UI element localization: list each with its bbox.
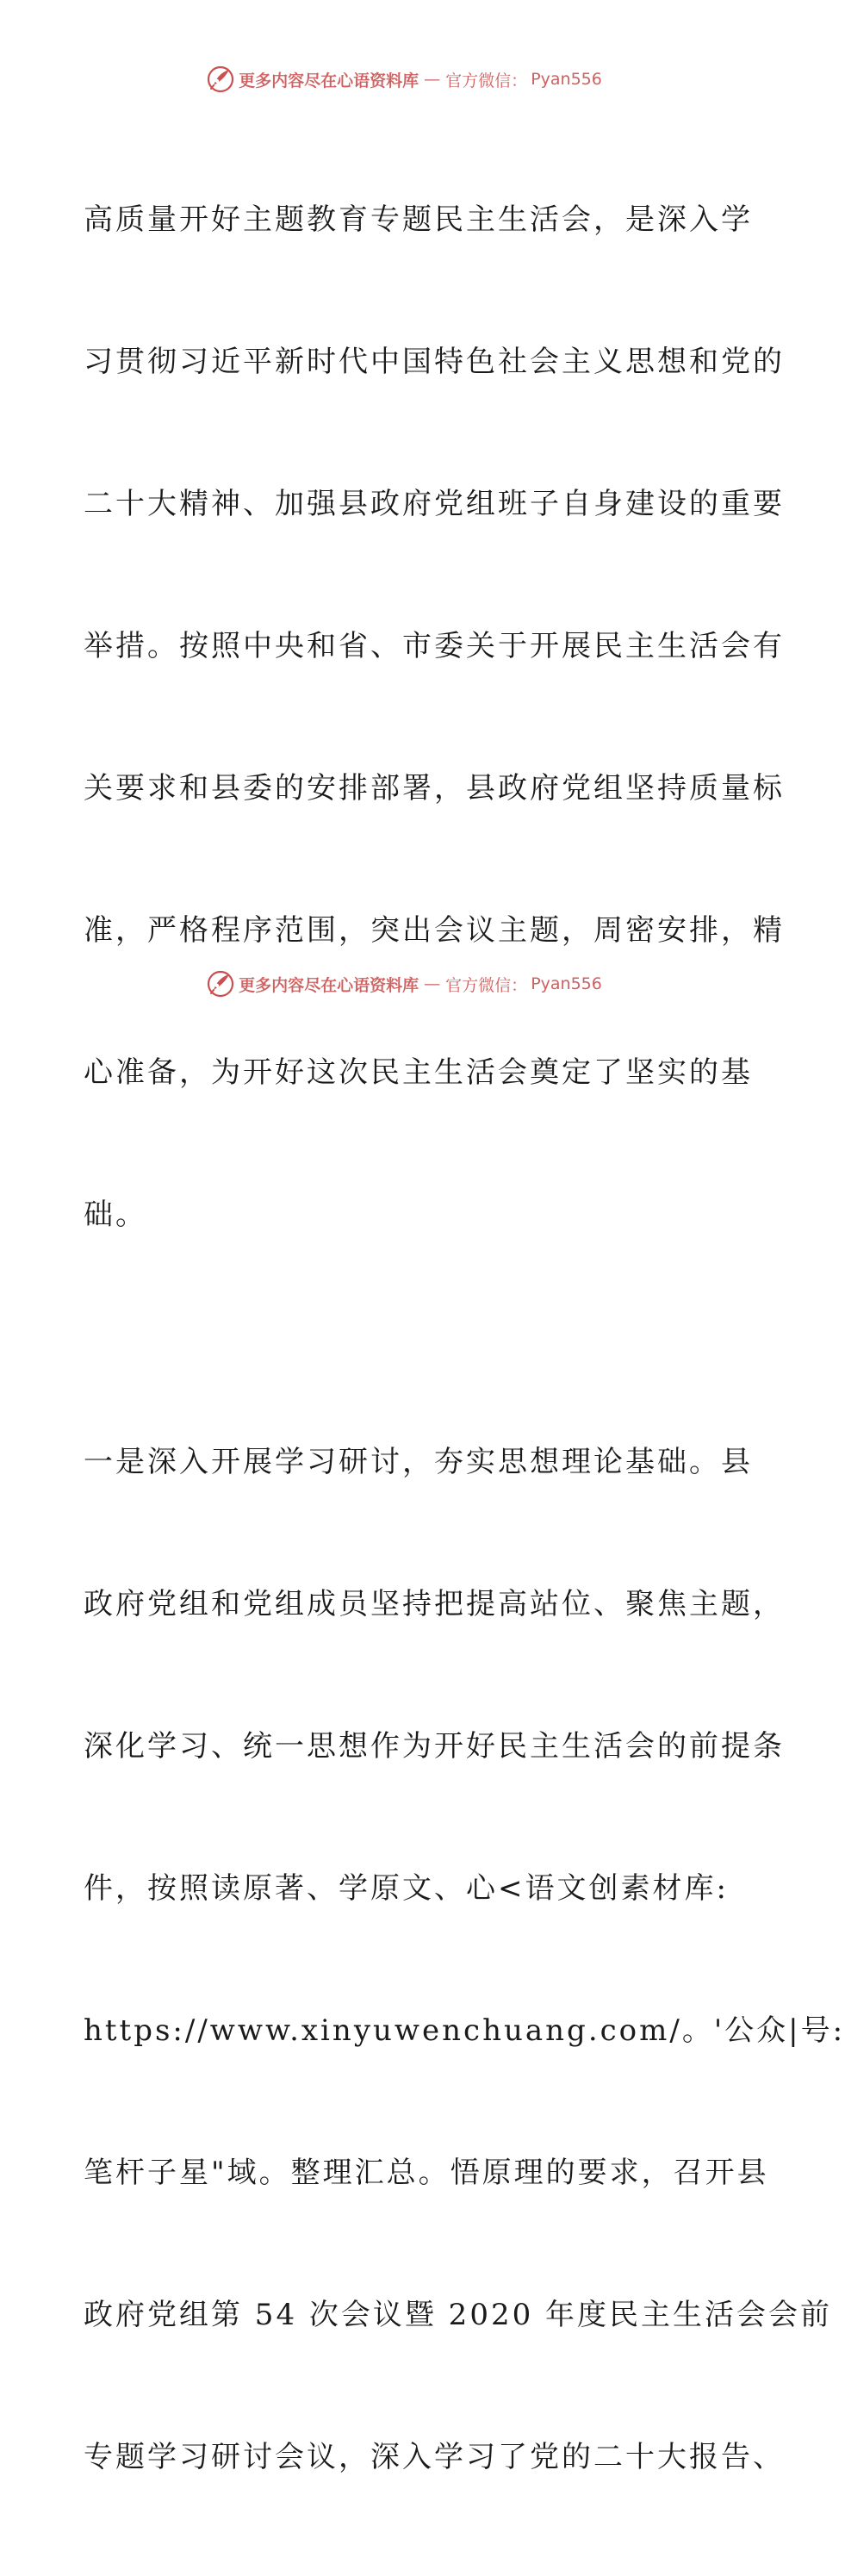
banner-wechat-id: Pyan556 xyxy=(531,974,602,993)
text-line: 高质量开好主题教育专题民主生活会，是深入学 xyxy=(84,202,753,237)
banner-wechat-id: Pyan556 xyxy=(531,70,602,89)
banner-brand-text: 更多内容尽在心语资料库 xyxy=(239,975,419,995)
paragraph-intro xyxy=(84,102,785,1334)
document-body xyxy=(84,102,845,2576)
banner-content xyxy=(206,65,602,94)
footer-banner xyxy=(0,967,818,1001)
text-line: 政府党组第 54 次会议暨 2020 年度民主生活会会前 xyxy=(84,2298,833,2332)
text-line: 政府党组和党组成员坚持把提高站位、聚焦主题， xyxy=(84,1587,785,1621)
banner-wechat-label: 官方微信： xyxy=(445,71,528,90)
banner-separator: — xyxy=(424,974,441,993)
text-line: 心准备，为开好这次民主生活会奠定了坚实的基 xyxy=(84,1055,753,1090)
text-line: 二十大精神、加强县政府党组班子自身建设的重要 xyxy=(84,487,785,521)
header-banner xyxy=(0,62,818,96)
text-line: 习贯彻习近平新时代中国特色社会主义思想和党的 xyxy=(84,345,785,379)
text-line: 举措。按照中央和省、市委关于开展民主生活会有 xyxy=(84,629,785,663)
banner-separator: — xyxy=(424,70,441,89)
text-line: 专题学习研讨会议，深入学习了党的二十大报告、 xyxy=(84,2440,785,2474)
text-line: 笔杆子星"域。整理汇总。悟原理的要求，召开县 xyxy=(84,2156,769,2190)
text-line: 准，严格程序范围，突出会议主题，周密安排，精 xyxy=(84,913,785,948)
text-line: 础。 xyxy=(84,1198,147,1232)
text-line: 一是深入开展学习研讨，夯实思想理论基础。县 xyxy=(84,1445,753,1479)
banner-brand-text: 更多内容尽在心语资料库 xyxy=(239,71,419,90)
banner-content xyxy=(206,969,602,999)
text-line: 深化学习、统一思想作为开好民主生活会的前提条 xyxy=(84,1729,785,1764)
text-line: 件，按照读原著、学原文、心<语文创素材库: xyxy=(84,1871,729,1906)
quill-pen-logo-icon xyxy=(206,65,235,94)
text-line-url: https://www.xinyuwenchuang.com/。'公众|号: xyxy=(84,2013,845,2048)
text-line: 关要求和县委的安排部署，县政府党组坚持质量标 xyxy=(84,771,785,806)
banner-wechat-label: 官方微信： xyxy=(445,975,528,995)
quill-pen-logo-icon xyxy=(206,969,235,999)
paragraph-study xyxy=(84,1344,845,2576)
